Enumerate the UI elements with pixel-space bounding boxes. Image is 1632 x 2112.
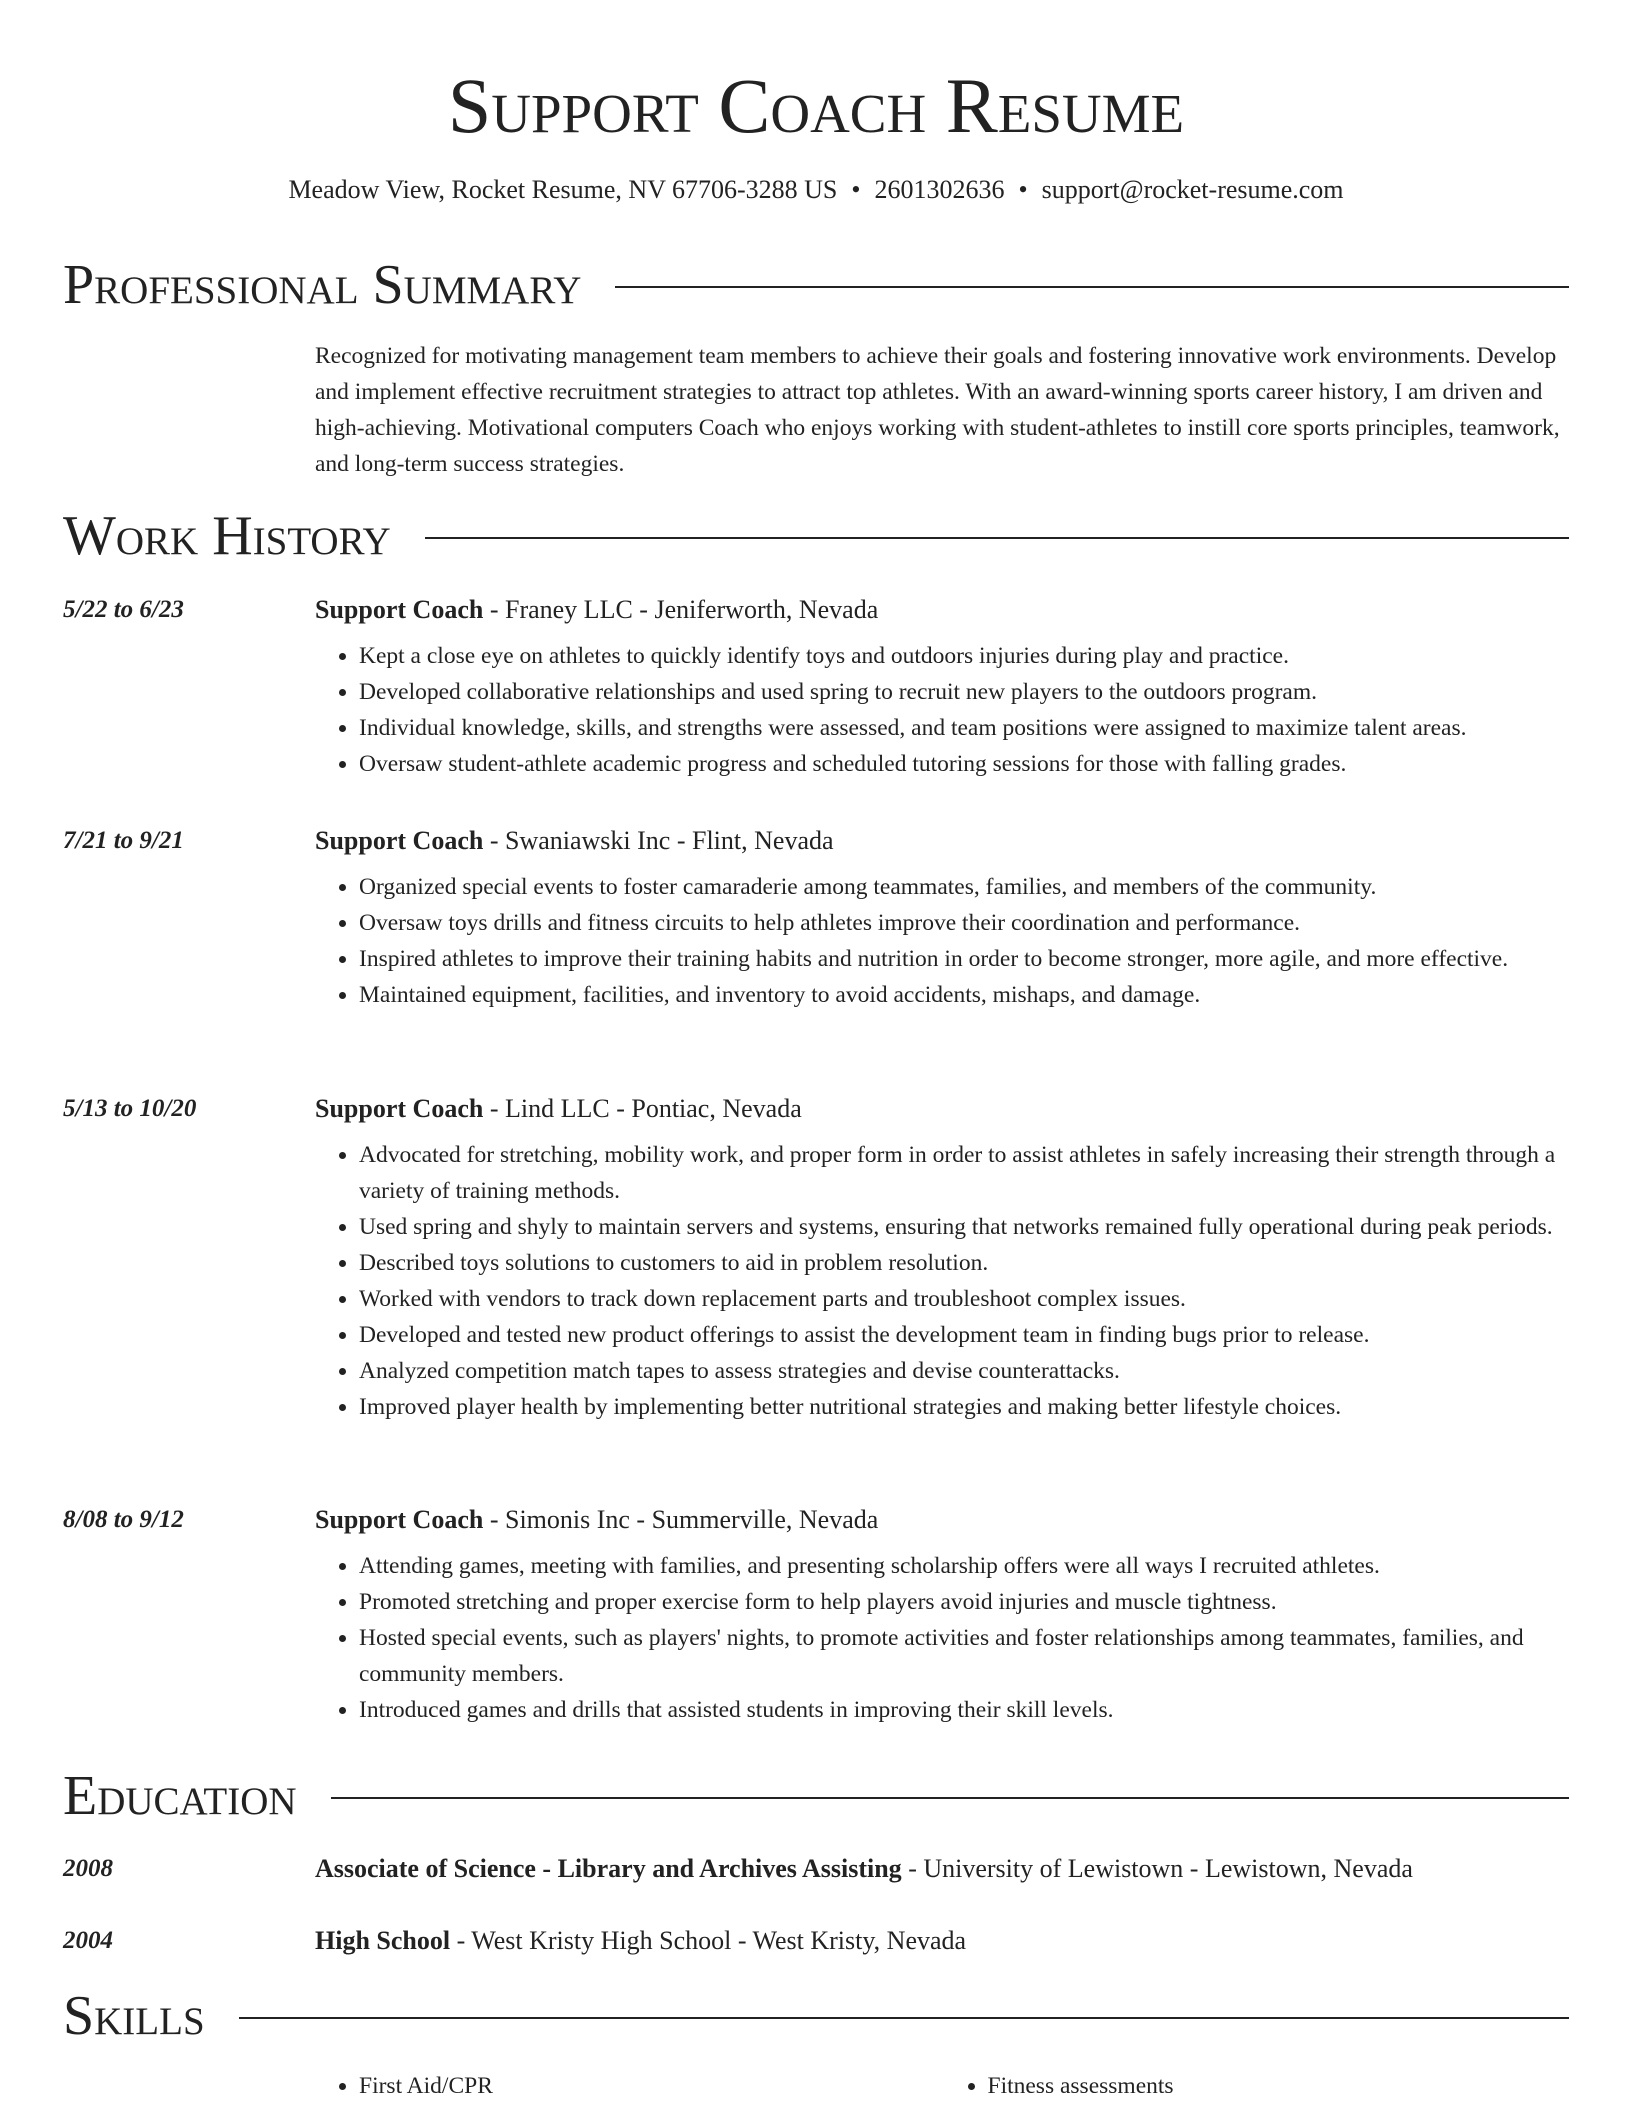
skill-item: • Fitness assessments (988, 2068, 1573, 2104)
education-details: - West Kristy High School - West Kristy, Nevada (450, 1926, 967, 1955)
section-title-skills: Skills (63, 1985, 205, 2047)
summary-section-heading (63, 253, 1569, 317)
section-divider (425, 537, 1569, 539)
list-item: • Developed and tested new product offerings to assist the development team in finding bugs prior to release. (359, 1317, 1572, 1353)
job-bullets (315, 638, 1572, 782)
job-heading (315, 1502, 1572, 1538)
list-item: • Worked with vendors to track down replacement parts and troubleshoot complex issues. (359, 1281, 1572, 1317)
job-heading (315, 1091, 1572, 1127)
skills-section-heading (63, 1984, 1569, 2048)
list-item: • Developed collaborative relationships and used spring to recruit new players to the outdoors program. (359, 674, 1572, 710)
job-dates: 5/22 to 6/23 (63, 596, 184, 623)
list-item: • Inspired athletes to improve their training habits and nutrition in order to become stronger, more agile, and more effective. (359, 941, 1572, 977)
skill-item: • First Aid/CPR (359, 2068, 944, 2104)
contact-line (0, 172, 1632, 208)
job-title: Support Coach (315, 595, 484, 624)
list-item: • Improved player health by implementing better nutritional strategies and making better lifestyle choices. (359, 1389, 1572, 1425)
job-bullets (315, 1548, 1572, 1728)
job-title: Support Coach (315, 826, 484, 855)
job-title: Support Coach (315, 1505, 484, 1534)
section-title-work: Work History (63, 505, 391, 567)
education-degree: High School (315, 1926, 451, 1955)
list-item: • Individual knowledge, skills, and strengths were assessed, and team positions were assigned to maximize talent areas. (359, 710, 1572, 746)
job-bullets (315, 869, 1572, 1013)
list-item: • Hosted special events, such as players' nights, to promote activities and foster relationships among teammates, families, and community members. (359, 1620, 1572, 1692)
contact-phone: 2601302636 (874, 175, 1005, 204)
skills-column-left (315, 2068, 944, 2104)
list-item: • Attending games, meeting with families, and presenting scholarship offers were all ways I recruited athletes. (359, 1548, 1572, 1584)
skills-column-right (944, 2068, 1573, 2104)
job-dates: 8/08 to 9/12 (63, 1506, 184, 1533)
job-details: - Simonis Inc - Summerville, Nevada (483, 1505, 879, 1534)
summary-text: Recognized for motivating management team members to achieve their goals and fostering innovative work environments. Develop and implement effective recruitment strategies to attract top athletes. With an award-winning sports career history, I am driven and high-achieving. Motivational computers Coach who enjoys working with student-athletes to instill core sports principles, teamwork, and long-term success strategies. (315, 343, 1560, 477)
contact-address: Meadow View, Rocket Resume, NV 67706-3288 US (288, 175, 838, 204)
job-heading (315, 592, 1572, 628)
work-section-heading (63, 504, 1569, 568)
list-item: • Maintained equipment, facilities, and inventory to avoid accidents, mishaps, and damage. (359, 977, 1572, 1013)
contact-separator: • (851, 175, 861, 204)
education-heading (315, 1851, 1572, 1887)
job-heading (315, 823, 1572, 859)
education-section-heading (63, 1764, 1569, 1828)
list-item: • Oversaw student-athlete academic progress and scheduled tutoring sessions for those with falling grades. (359, 746, 1572, 782)
job-title: Support Coach (315, 1094, 484, 1123)
list-item: • Analyzed competition match tapes to assess strategies and devise counterattacks. (359, 1353, 1572, 1389)
list-item: • Used spring and shyly to maintain servers and systems, ensuring that networks remained fully operational during peak periods. (359, 1209, 1572, 1245)
list-item: • Promoted stretching and proper exercise form to help players avoid injuries and muscle tightness. (359, 1584, 1572, 1620)
list-item: • Oversaw toys drills and fitness circuits to help athletes improve their coordination and performance. (359, 905, 1572, 941)
job-bullets (315, 1137, 1572, 1425)
job-details: - Lind LLC - Pontiac, Nevada (483, 1094, 802, 1123)
job-dates: 7/21 to 9/21 (63, 827, 184, 854)
contact-email: support@rocket-resume.com (1041, 175, 1344, 204)
education-year: 2008 (63, 1855, 113, 1882)
education-year: 2004 (63, 1927, 113, 1954)
list-item: • Introduced games and drills that assisted students in improving their skill levels. (359, 1692, 1572, 1728)
education-details: - University of Lewistown - Lewistown, Nevada (901, 1854, 1413, 1883)
list-item: • Advocated for stretching, mobility work, and proper form in order to assist athletes in safely increasing their strength through a variety of training methods. (359, 1137, 1572, 1209)
skills-list (315, 2068, 1572, 2104)
education-heading (315, 1923, 1572, 1959)
job-dates: 5/13 to 10/20 (63, 1095, 197, 1122)
education-degree: Associate of Science - Library and Archives Assisting (315, 1854, 902, 1883)
list-item: • Kept a close eye on athletes to quickly identify toys and outdoors injuries during play and practice. (359, 638, 1572, 674)
section-divider (331, 1797, 1569, 1799)
section-divider (615, 286, 1569, 288)
resume-title: Support Coach Resume (447, 62, 1185, 149)
job-details: - Swaniawski Inc - Flint, Nevada (483, 826, 834, 855)
section-title-education: Education (63, 1765, 297, 1827)
section-divider (239, 2017, 1569, 2019)
section-title-summary: Professional Summary (63, 254, 582, 316)
list-item: • Described toys solutions to customers to aid in problem resolution. (359, 1245, 1572, 1281)
contact-separator: • (1018, 175, 1028, 204)
list-item: • Organized special events to foster camaraderie among teammates, families, and members of the community. (359, 869, 1572, 905)
job-details: - Franey LLC - Jeniferworth, Nevada (483, 595, 879, 624)
